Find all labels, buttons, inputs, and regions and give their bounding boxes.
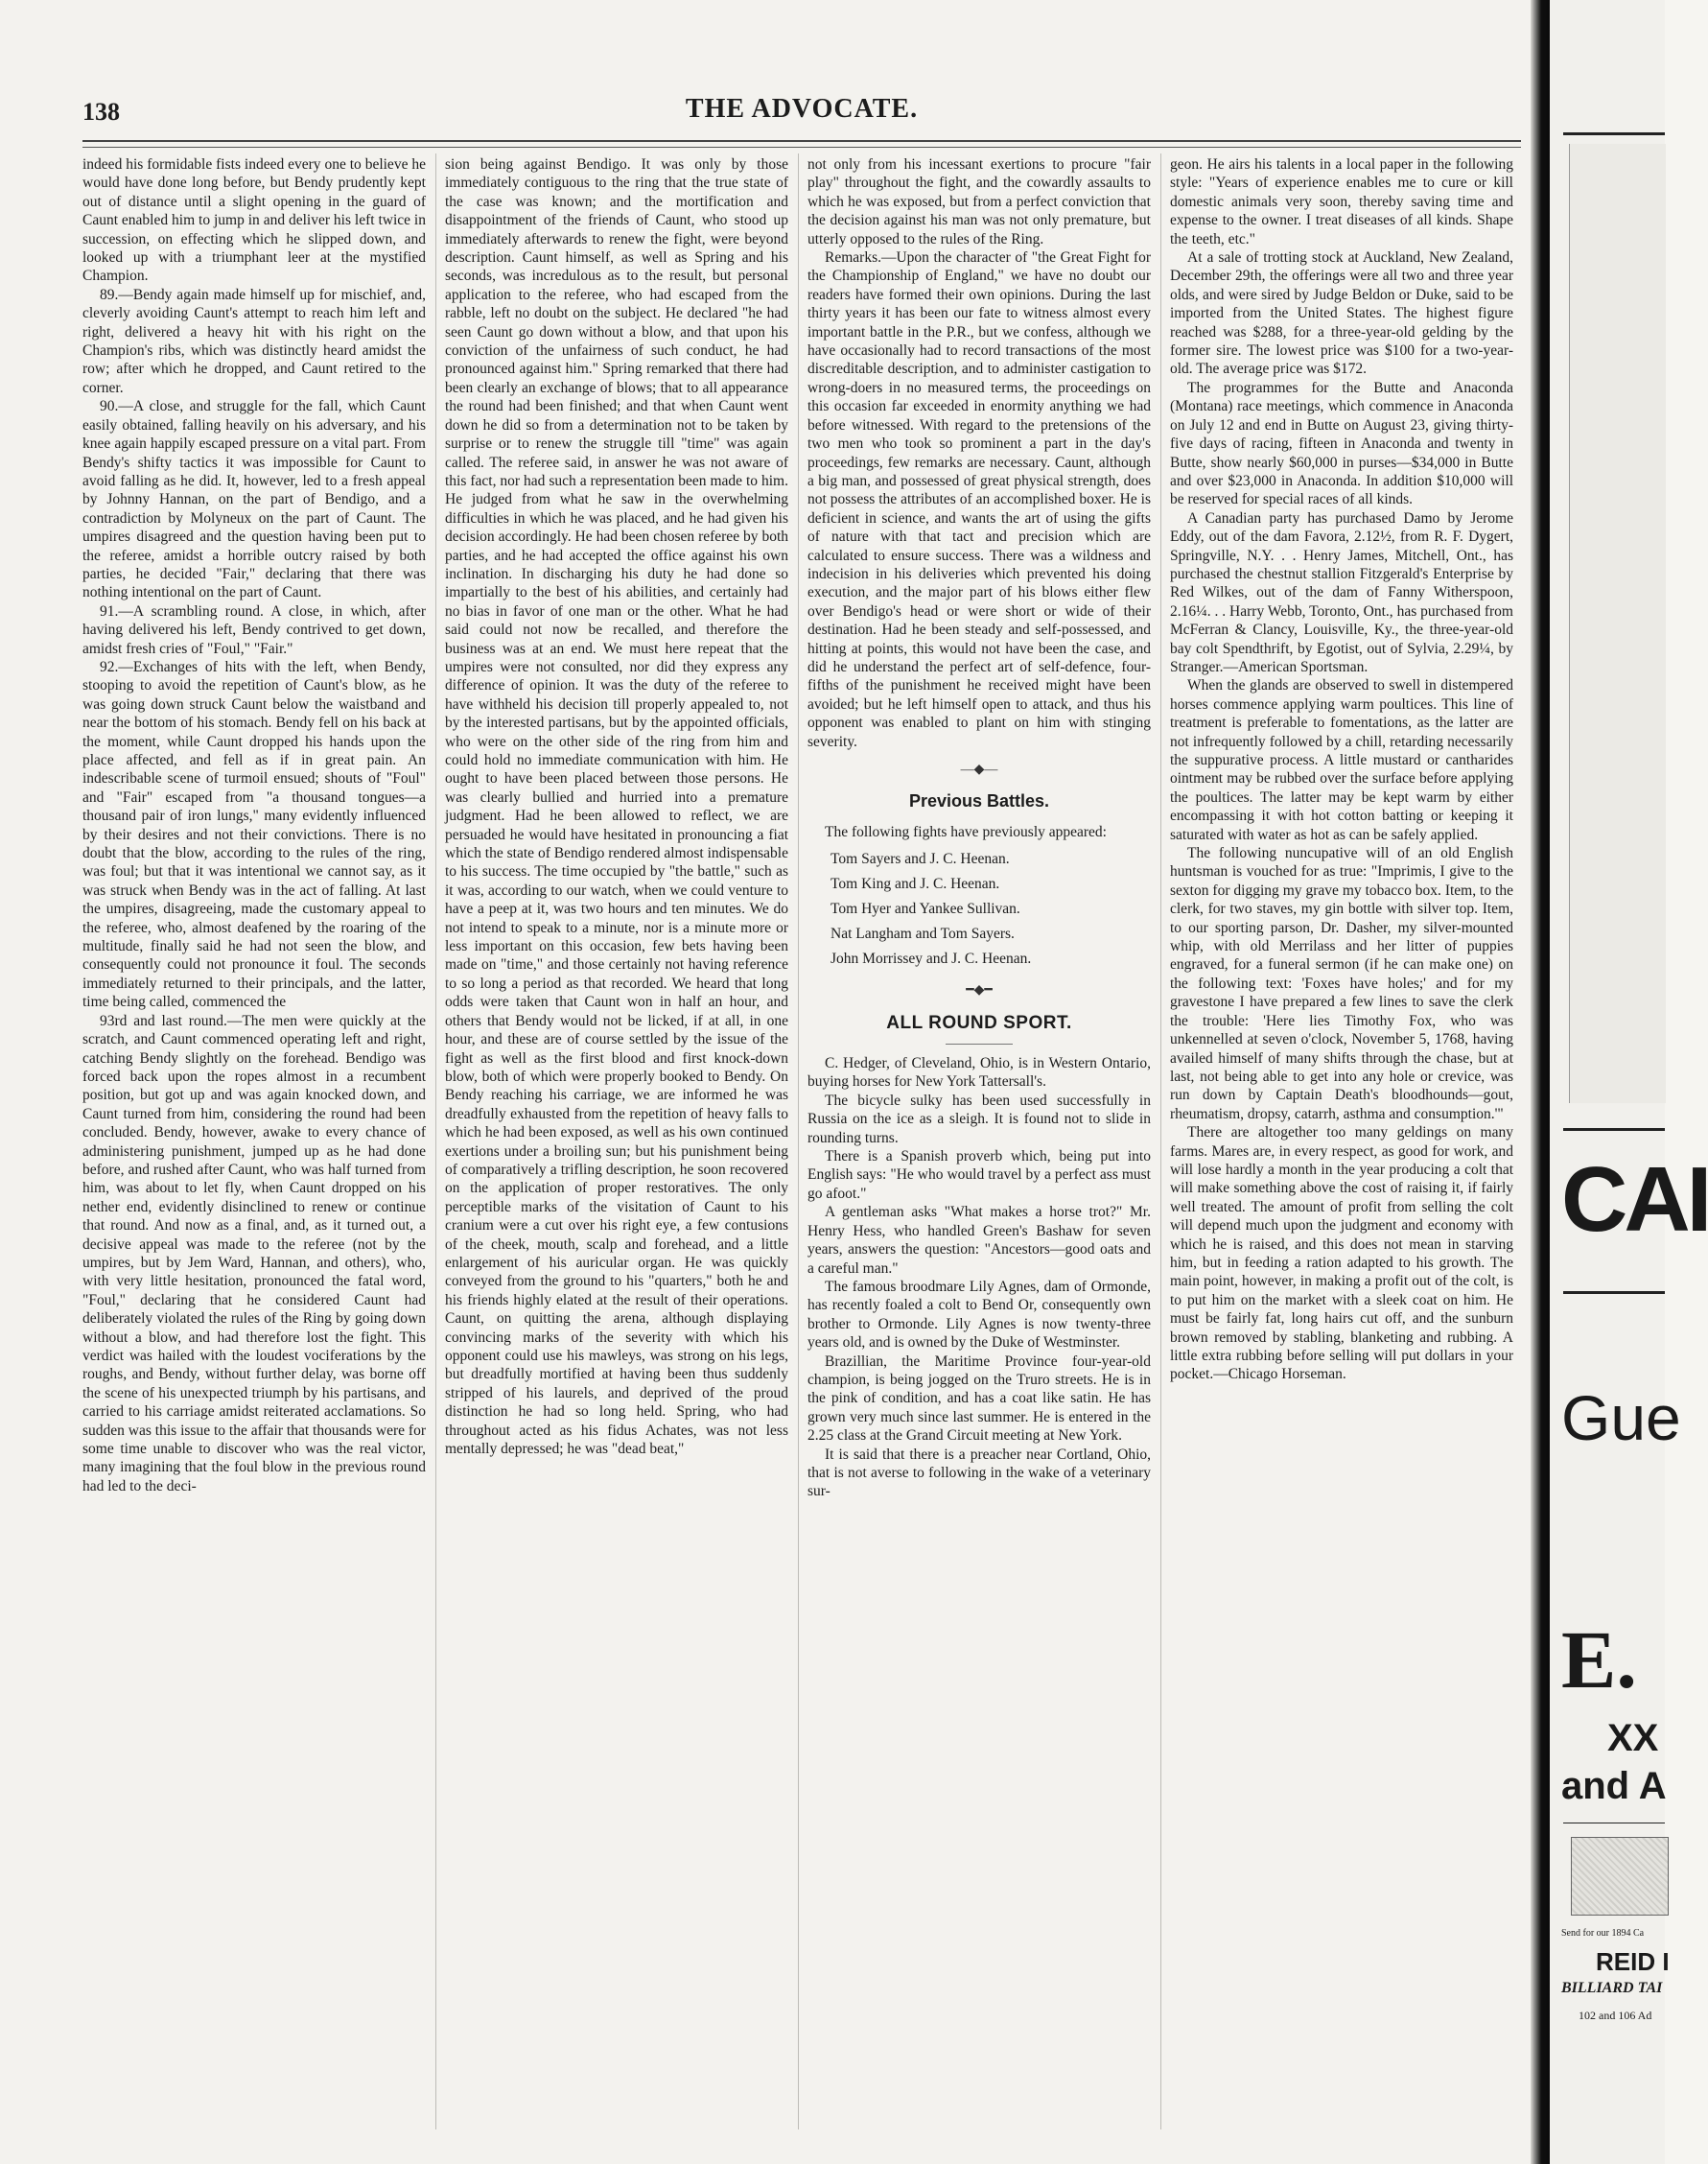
ad-product: BILLIARD TAI bbox=[1561, 1980, 1663, 1996]
ad-headline: CAI bbox=[1561, 1148, 1708, 1251]
ad-initial: E. bbox=[1561, 1613, 1637, 1705]
section-heading-previous-battles: Previous Battles. bbox=[908, 791, 1050, 812]
ornament-divider: ━◆━ bbox=[966, 983, 993, 999]
list-item: John Morrissey and J. C. Heenan. bbox=[831, 951, 1032, 968]
ad-rule bbox=[1563, 1291, 1665, 1294]
ad-subheadline: Gue bbox=[1561, 1382, 1681, 1453]
list-item: Tom Sayers and J. C. Heenan. bbox=[831, 851, 1010, 868]
running-title: THE ADVOCATE. bbox=[685, 94, 919, 124]
billiard-table-illustration bbox=[1571, 1837, 1669, 1916]
article-paragraph: It is said that there is a preacher near Cortland, Ohio, that is not averse to following in the wake of a veterinary sur- bbox=[807, 1446, 1151, 1500]
section-heading-all-round-sport: ALL ROUND SPORT. bbox=[886, 1012, 1072, 1033]
article-paragraph: The following fights have previously appeared: bbox=[825, 823, 1107, 840]
previous-battles-list bbox=[807, 847, 1151, 972]
ad-illustration bbox=[1569, 144, 1666, 1103]
article-paragraph: Remarks.—Upon the character of "the Great Fight for the Championship of England," we have no doubt our readers have formed their own opinions. During the last thirty years it has been our fate to witness almost every important battle in the P.R., but we confess, although we have occasionally had to record transactions of the most discreditable description, and to administer castigation to wrong-doers in no measured terms, the proceedings on this occasion far exceeded in enormity anything we had before witnessed. With regard to the pretensions of the two men who took so prominent a part in the day's proceedings, few remarks are necessary. Caunt, although a big man, and possessed of great physical strength, does not possess the attributes of an accomplished boxer. He is deficient in science, and wants the art of using the gifts of nature with that tact and precision which are calculated to ensure success. There was a wildness and indecision in his deliveries which prevented his doing execution, and the major part of his blows either flew over Bendigo's head or were short or wide of their destination. Had he been steady and self-possessed, and hitting at points, this would not have been the case, and did he understand the perfect art of self-defence, four-fifths of the punishment he received might have been avoided; but he left himself open to attack, and thus his opponent was enabled to plant on him with stinging severity. bbox=[807, 249, 1151, 750]
article-paragraph: The bicycle sulky has been used successfully in Russia on the ice as a sleigh. It is found not to slide in rounding turns. bbox=[807, 1092, 1151, 1146]
article-paragraph: The following nuncupative will of an old English huntsman is vouched for as true: "Imprimis, I give to the sexton for digging my grave my tobacco box. Item, to the clerk, for two staves, my gin bottle with silver top. Item, to our sporting parson, Dr. Dasher, my silver-mounted whip, with old Merrilass and her litter of puppies engraved, for a funeral sermon (if he can make one) on the following text: 'Foxes have holes;' and for my gravestone I have prepared a few lines to save the clerk the trouble: 'Here lies Timothy Fox, who was unkennelled at seven o'clock, November 5, 1768, having availed himself of many shifts through the chase, but at last, not being able to get into any hole or crevice, was run down by Captain Death's bloodhounds—gout, rheumatism, dropsy, catarrh, asthma and consumption.'" bbox=[1170, 845, 1513, 1122]
article-paragraph: The programmes for the Butte and Anaconda (Montana) race meetings, which commence in Anaconda on July 12 and end in Butte on August 23, giving thirty-five days of racing, fifteen in Anaconda and twenty in Butte, show nearly $60,000 in purses—$34,000 in Butte and over $23,000 in Anaconda. In addition $10,000 will be reserved for special races of all kinds. bbox=[1170, 379, 1513, 508]
article-paragraph: The famous broodmare Lily Agnes, dam of Ormonde, has recently foaled a colt to Bend Or, consequently own brother to Ormonde. Lily Agnes is now twenty-three years old, and is owned by the Duke of Westminster. bbox=[807, 1278, 1151, 1352]
column-1 bbox=[82, 155, 426, 2131]
article-paragraph: There is a Spanish proverb which, being put into English says: "He who would travel by a perfect ass must go afoot." bbox=[807, 1148, 1151, 1202]
ad-and: and A bbox=[1561, 1765, 1667, 1807]
list-item: Tom Hyer and Yankee Sullivan. bbox=[831, 901, 1020, 918]
adjacent-page-fragment bbox=[1550, 0, 1708, 2164]
column-divider bbox=[1160, 153, 1161, 2129]
list-item: Tom King and J. C. Heenan. bbox=[831, 876, 1000, 893]
header-rule bbox=[82, 140, 1521, 148]
article-paragraph: When the glands are observed to swell in distempered horses commence applying warm poultices. This line of treatment is preferable to fomentations, as the latter are not infrequently followed by a chill, retarding necessarily the suppurative process. A little mustard or cantharides ointment may be rubbed over the surface before applying the poultices. The latter may be kept warm by either encompassing it with hot cotton batting or keeping it saturated with water as hot as can be safely applied. bbox=[1170, 677, 1513, 843]
article-paragraph: Brazillian, the Maritime Province four-year-old champion, is being jogged on the Truro streets. He is in the pink of condition, and has a coat like satin. He has grown very much since last summer. He is entered in the 2.25 class at the Grand Circuit meeting at New York. bbox=[807, 1352, 1151, 1445]
short-rule bbox=[946, 1044, 1013, 1045]
article-paragraph: indeed his formidable fists indeed every one to believe he would have done long before, but Bendy prudently kept out of distance until a slight opening in the guard of Caunt enabled him to jump in and deliver his left twice in succession, on effecting which he slipped down, and looked up with a triumphant leer at the mystified Champion. bbox=[82, 156, 426, 285]
ornament-divider: —◆— bbox=[960, 763, 998, 777]
article-paragraph: A gentleman asks "What makes a horse trot?" Mr. Henry Hess, who handled Green's Bashaw for seven years, answers the question: "Ancestors—good oats and a careful man." bbox=[807, 1204, 1151, 1277]
list-item: Nat Langham and Tom Sayers. bbox=[831, 926, 1015, 943]
ad-rule bbox=[1563, 1128, 1665, 1131]
article-paragraph: geon. He airs his talents in a local paper in the following style: "Years of experience enables me to cure or kill domestic animals very soon, thereby saving time and expense to the owner. I treat diseases of all kinds. Shape the teeth, etc." bbox=[1170, 156, 1513, 247]
article-paragraph: 92.—Exchanges of hits with the left, when Bendy, stooping to avoid the repetition of Caunt's blow, as he was going down struck Caunt below the waistband and near the bottom of his stomach. Bendy fell on his back at the moment, while Caunt dropped his hands upon the place affected, and fell as if in great pain. An indescribable scene of turmoil ensued; shouts of "Foul" and "Fair" escaped from "a thousand tongues—a thousand pair of iron lungs," many evidently influenced by their desires and not their convictions. There is no doubt that the blow, according to the rules of the ring, was foul; but that it was intentional we cannot say, as it was struck when Bendy was in the act of falling. At last the umpires, disagreeing, made the customary appeal to the referee, who, almost deafened by the roaring of the multitude, finally said he had not seen the blow, and consequently could not pronounce it foul. The seconds immediately returned to their principals, and the latter, time being called, commenced the bbox=[82, 658, 426, 1011]
article-paragraph: not only from his incessant exertions to procure "fair play" throughout the fight, and the cowardly assaults to which he was exposed, but from a perfect conviction that the decision against his man was not only premature, but utterly opposed to the rules of the Ring. bbox=[807, 156, 1151, 247]
article-paragraph: A Canadian party has purchased Damo by Jerome Eddy, out of the dam Favora, 2.12½, from R. F. Dygert, Springville, N.Y. . . Henry James, Mitchell, Ont., has purchased the chestnut stallion Fitzgerald's Enterprise by Red Wilkes, out of the dam of Fanny Witherspoon, 2.16¼. . . Harry Webb, Toronto, Ont., has purchased from McFerran & Clancy, Louisville, Ky., the three-year-old bay colt Spendthrift, by Egotist, out of Sylvia, 2.29¼, by Stranger.—American Sportsman. bbox=[1170, 509, 1513, 675]
article-paragraph: 93rd and last round.—The men were quickly at the scratch, and Caunt commenced operating left and right, catching Bendy slightly on the forehead. Bendigo was forced back upon the ropes almost in a recumbent position, but got up and was again knocked down, and Caunt turned from him, considering the round had been concluded. Bendy, however, awake to every chance of administering punishment, jumped up as he had done before, and rushed after Caunt, who was half turned from him, was about to let fly, when Caunt dropped on his nether end, evidently disinclined to renew or continue that round. And now as a final, and, as it turned out, a decisive appeal was made to the referee (not by the umpires, but by Jem Ward, Hannan, and others), who, with very little hesitation, pronounced the fatal word, "Foul," declaring that he considered Caunt had deliberately violated the rules of the Ring by going down without a blow, and had therefore lost the fight. This verdict was hailed with the loudest vociferations by the roughs, and Bendy, without further delay, was borne off the scene of his unexpected triumph by his partisans, and carried to his carriage amidst reiterated acclamations. So sudden was this issue to the affair that thousands were for some time unable to discover who was the real victor, many imagining that the foul blow in the previous round had led to the deci- bbox=[82, 1012, 426, 1494]
article-paragraph: At a sale of trotting stock at Auckland, New Zealand, December 29th, the offerings were all two and three year olds, and were sired by Judge Beldon or Duke, said to be imported from the United States. The highest figure reached was $288, for a three-year-old gelding by the former sire. The lowest price was $100 for a two-year-old. The average price was $172. bbox=[1170, 249, 1513, 378]
column-3 bbox=[807, 155, 1151, 2131]
page-number: 138 bbox=[82, 98, 120, 126]
article-paragraph: 91.—A scrambling round. A close, in which, after having delivered his left, Bendy contrived to get down, amidst fresh cries of "Foul," "Fair." bbox=[82, 602, 426, 657]
binding-gutter bbox=[1531, 0, 1550, 2164]
column-2 bbox=[445, 155, 788, 2131]
article-paragraph: 90.—A close, and struggle for the fall, which Caunt easily obtained, falling heavily on his adversary, and his knee again happily escaped pressure on a vital part. From Bendy's shifty tactics it was impossible for Caunt to avoid falling as he did. It, however, led to a fresh appeal by Johnny Hannan, on the part of Bendigo, and a contradiction by Molyneux on the part of Caunt. The umpires disagreed and the question having been put to the referee, amidst a horrible outcry raised by both parties, he decided "Fair," declaring that there was nothing intentional on the part of Caunt. bbox=[82, 398, 426, 601]
article-paragraph: C. Hedger, of Cleveland, Ohio, is in Western Ontario, buying horses for New York Tattersall's. bbox=[807, 1055, 1151, 1091]
article-paragraph: There are altogether too many geldings on many farms. Mares are, in every respect, as good for work, and will lose hardly a month in the year producing a colt that will make something above the cost of raising it, if fairly well treated. The amount of profit from selling the colt will depend much upon the judgment and economy with which he is raised, and this does not mean in starving him, but in feeding a ration adapted to his growth. The main point, however, in making a profit out of the colt, is to put him on the market with a sleek coat on him. He must be fairly fat, long hairs cut off, and the sunburn brown removed by stabling, blanketing and rubbing. A little extra rubbing before selling will put dollars in your pocket.—Chicago Horseman. bbox=[1170, 1124, 1513, 1383]
column-divider bbox=[798, 153, 799, 2129]
article-paragraph: sion being against Bendigo. It was only by those immediately contiguous to the ring that the true state of the case was known; and the mortification and disappointment of the friends of Caunt, who stood up immediately afterwards to renew the fight, were beyond description. Caunt himself, as well as Spring and his seconds, was incredulous as to the result, but personal application to the referee, who had escaped from the rabble, left no doubt on the subject. He declared "he had seen Caunt go down without a blow, and that upon his conviction of the unfairness of such conduct, he had pronounced against him." Spring remarked that there had been clearly an exchange of blows; that to all appearance the round had been finished; and that when Caunt went down he did so from a determination not to be taken by surprise or to renew the struggle till "time" was again called. The referee said, in answer he was not aware of this fact, nor had such a representation been made to him. He judged from what he saw in the overwhelming difficulties in which he was placed, and he had given his decision accordingly. He had been chosen referee by both parties, and he had accepted the office against his own inclination. In discharging his duty he had done so impartially to the best of his abilities, and certainly had no bias in favor of one man or the other. What he had said could not now be recalled, and therefore the business was at an end. We must here repeat that the umpires were not consulted, nor did they express any difference of opinion. It was the duty of the referee to have withheld his decision till properly appealed to, not by the interested partisans, but by the appointed officials, who were on the other side of the ring from him and could hold no immediate communication with him. He ought to have been placed between those persons. He was clearly bullied and hurried into a premature judgment. Had he been allowed to reflect, we are persuaded he would have hesitated in pronouncing a fiat which the state of Bendigo rendered almost indispensable to his success. The time occupied by "the battle," such as it was, according to our watch, when we could venture to have a peep at it, was two hours and ten minutes. We do not intend to speak to a minute, nor is a minute more or less important on this occasion, few bets having been made on "time," and those certainly not having reference to so long a period as that recorded. We heard that long odds were taken that Caunt won in half an hour, and others that Bendy would not be licked, if at all, in one hour, and these are of course settled by the issue of the fight as well as the first blood and first knock-down blow, both of which were properly booked to Bendy. On Bendy reaching his carriage, we are informed he was dreadfully exhausted from the repetition of heavy falls to which he had been exposed, as well as his own continued exertions under a broiling sun; but his punishment being of comparatively a trifling description, he soon recovered on the application of proper restoratives. The only perceptible marks of the visitation of Caunt to his cranium were a cut over his right eye, a few contusions of the cheek, mouth, scalp and forehead, and a little enlargement of his auricular organ. He was quickly conveyed from the ground to his "quarters," both he and his friends highly elated at the result of their operations. Caunt, on quitting the arena, although displaying convincing marks of the severity with which his opponent could use his mawleys, was strong on his legs, but dreadfully mortified at having been thus suddenly stripped of his laurels, and deprived of the proud distinction he had so long held. Spring, who had throughout acted as his fidus Achates, was not less mentally depressed; he was "dead beat," bbox=[445, 156, 788, 1458]
ad-xx: XX bbox=[1607, 1717, 1659, 1759]
ad-catalog-line: Send for our 1894 Ca bbox=[1561, 1928, 1645, 1939]
page-header bbox=[82, 94, 1521, 132]
ad-address: 102 and 106 Ad bbox=[1579, 2009, 1652, 2022]
column-divider bbox=[435, 153, 436, 2129]
column-4 bbox=[1170, 155, 1513, 2131]
ad-company: REID I bbox=[1596, 1947, 1670, 1976]
article-paragraph: 89.—Bendy again made himself up for mischief, and, cleverly avoiding Caunt's attempt to reach him left and right, delivered a heavy hit with his right on the Champion's ribs, which was distinctly heard amidst the row; after which he dropped, and Caunt retired to the corner. bbox=[82, 286, 426, 396]
ad-rule bbox=[1563, 132, 1665, 135]
